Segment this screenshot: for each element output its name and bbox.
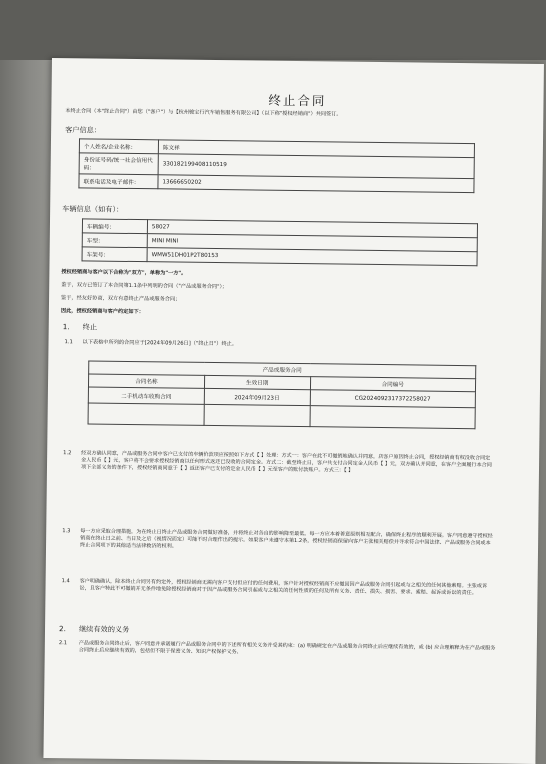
clause-1-3-text: 每一方应采取合理措施，为在终止日终止产品或服务合同做好准备，并将终止对各自的影响降至最低。每一方应本着善意原则相互配合，确保终止程序的顺利开展。客户同意遵守授权经销商在终止日之前、当日及之后（视情况而定）可能不时合理作出的提示。如果客户未遵守本第1.2条，授权经销商保留向客户主张相关赔偿并寻求符合中国法律、产品或服务合同或本终止合同项下的其他适当法律救济的权利。 bbox=[80, 528, 493, 550]
table-header-cell: 生效日期 bbox=[204, 375, 310, 389]
table-header-cell: 合同编号 bbox=[310, 377, 476, 392]
clause-1-4-text: 客户明确确认，除本终止合同另有约定外，授权经销商无需向客户支付但应付的任何费用，客户针对授权经销商不应撤回因产品或服务合同引起或与之相关的任何其他索赔。主张或诉讼，且客户特此不可撤销并无条件地免除授权经销商对于因产品或服务合同引起或与之相关的任何性质的任何及所有义务、责任、损失、损害、要求、索赔、起诉或诉讼的责任。 bbox=[79, 578, 488, 597]
clause-1-2-text: 经双方确认同意，产品或服务合同中客户已支付的车辆价款项应按照如下方式【 】处理：方式一：客户在此不可撤销地确认并同意，店客户原因终止合同，授权经销商有权没收合同定金人民币【 】元，客户将不会要求授权经销商以任何形式返还已没收的合同定金。方式二：截至终止日，客户共支付合同定金人民币【 】元，双方确认并同意，在客户全面履行本合同项下全部义务的条件下，授权经销商同意于【 】返还客户已支付的定金人民币【 】元至客户的账付款账户。方式三：【 】 bbox=[80, 450, 492, 475]
document-page bbox=[43, 58, 544, 764]
parties-line-2: 鉴于，双方已签订了本合同第1.1条中列明的合同（"产品或服务合同"）； bbox=[61, 282, 228, 291]
table-cell: CG20240923173722580​27 bbox=[310, 390, 476, 408]
table-caption: 产品或服务合同 bbox=[89, 361, 476, 379]
clause-2-1-text: 产品或服务合同终止后，客户同意并承诺履行产品或服务合同中的下述所有相关义务并受其约束：(a) 明确规定在产品或服务合同终止后应继续有效的，或 (b) 应合理解释为在产品或服务合同终止后应继续有效的，包括但不限于保密义务、知识产权保护义务、 bbox=[78, 640, 496, 656]
table-cell-value: 13666650202 bbox=[158, 175, 474, 193]
vehicle-info-table bbox=[82, 218, 478, 266]
section-1-title: 终止 bbox=[82, 322, 98, 332]
clause-1-4-number: 1.4 bbox=[61, 578, 70, 585]
table-cell-value: WMW51DH01P2T80153 bbox=[147, 248, 477, 266]
vehicle-heading: 车辆信息（如有）： bbox=[62, 204, 124, 214]
table-row-empty bbox=[88, 403, 475, 429]
table-cell bbox=[204, 404, 310, 426]
section-2-title: 继续有效的义务 bbox=[78, 624, 130, 634]
parties-line-4: 因此，授权经销商与客户约定如下： bbox=[60, 308, 144, 316]
customer-info-table bbox=[78, 138, 475, 193]
document-title: 终止合同 bbox=[268, 92, 327, 109]
clause-1-2-number: 1.2 bbox=[63, 450, 72, 457]
clause-1-3-number: 1.3 bbox=[62, 528, 71, 535]
table-cell bbox=[88, 403, 204, 425]
table-cell-label: 车架号： bbox=[82, 247, 147, 262]
table-cell-label: 联系电话及电子邮件： bbox=[79, 174, 158, 189]
clause-1-1-number: 1.1 bbox=[64, 339, 73, 346]
table-cell-label: 个人姓名/企业名称： bbox=[79, 139, 158, 154]
table-cell: 2024年09月23日 bbox=[204, 388, 310, 405]
customer-heading: 客户信息： bbox=[65, 125, 102, 135]
table-cell-value: 330182199408110519 bbox=[158, 154, 474, 179]
table-cell-value: 陈文祥 bbox=[158, 140, 474, 158]
section-1-number: 1. bbox=[62, 322, 70, 332]
parties-line-3: 鉴于，经友好协商，双方有意终止产品或服务合同； bbox=[61, 295, 181, 303]
table-cell bbox=[310, 406, 476, 429]
parties-line-1: 授权经销商与客户以下合称为"双方"，单称为"一方"。 bbox=[61, 269, 187, 277]
table-cell-value: MINI MINI bbox=[147, 234, 477, 252]
section-2-number: 2. bbox=[58, 624, 66, 634]
table-cell-label: 身份证号码/统一社会信用代码： bbox=[79, 153, 158, 175]
background-shadow bbox=[0, 0, 546, 60]
contract-table bbox=[88, 360, 477, 429]
table-cell-label: 车型： bbox=[82, 233, 147, 248]
clause-2-1-number: 2.1 bbox=[58, 640, 68, 647]
table-header-cell: 合同名称 bbox=[88, 374, 204, 388]
lead-paragraph: 本终止合同（本"终止合同"）由您（"客户"）与【杭州骏宝行汽车销售服务有限公司】（以下称"授权经销商"）共同签订。 bbox=[65, 108, 342, 118]
table-cell: 二手机动车收购合同 bbox=[88, 387, 204, 404]
clause-1-1-text: 以下表格中所列的合同应于[2024年09月26日]（"终止日"）终止。 bbox=[82, 339, 238, 348]
table-cell-value: 58027 bbox=[147, 220, 477, 238]
table-cell-label: 车辆编号： bbox=[82, 219, 147, 234]
